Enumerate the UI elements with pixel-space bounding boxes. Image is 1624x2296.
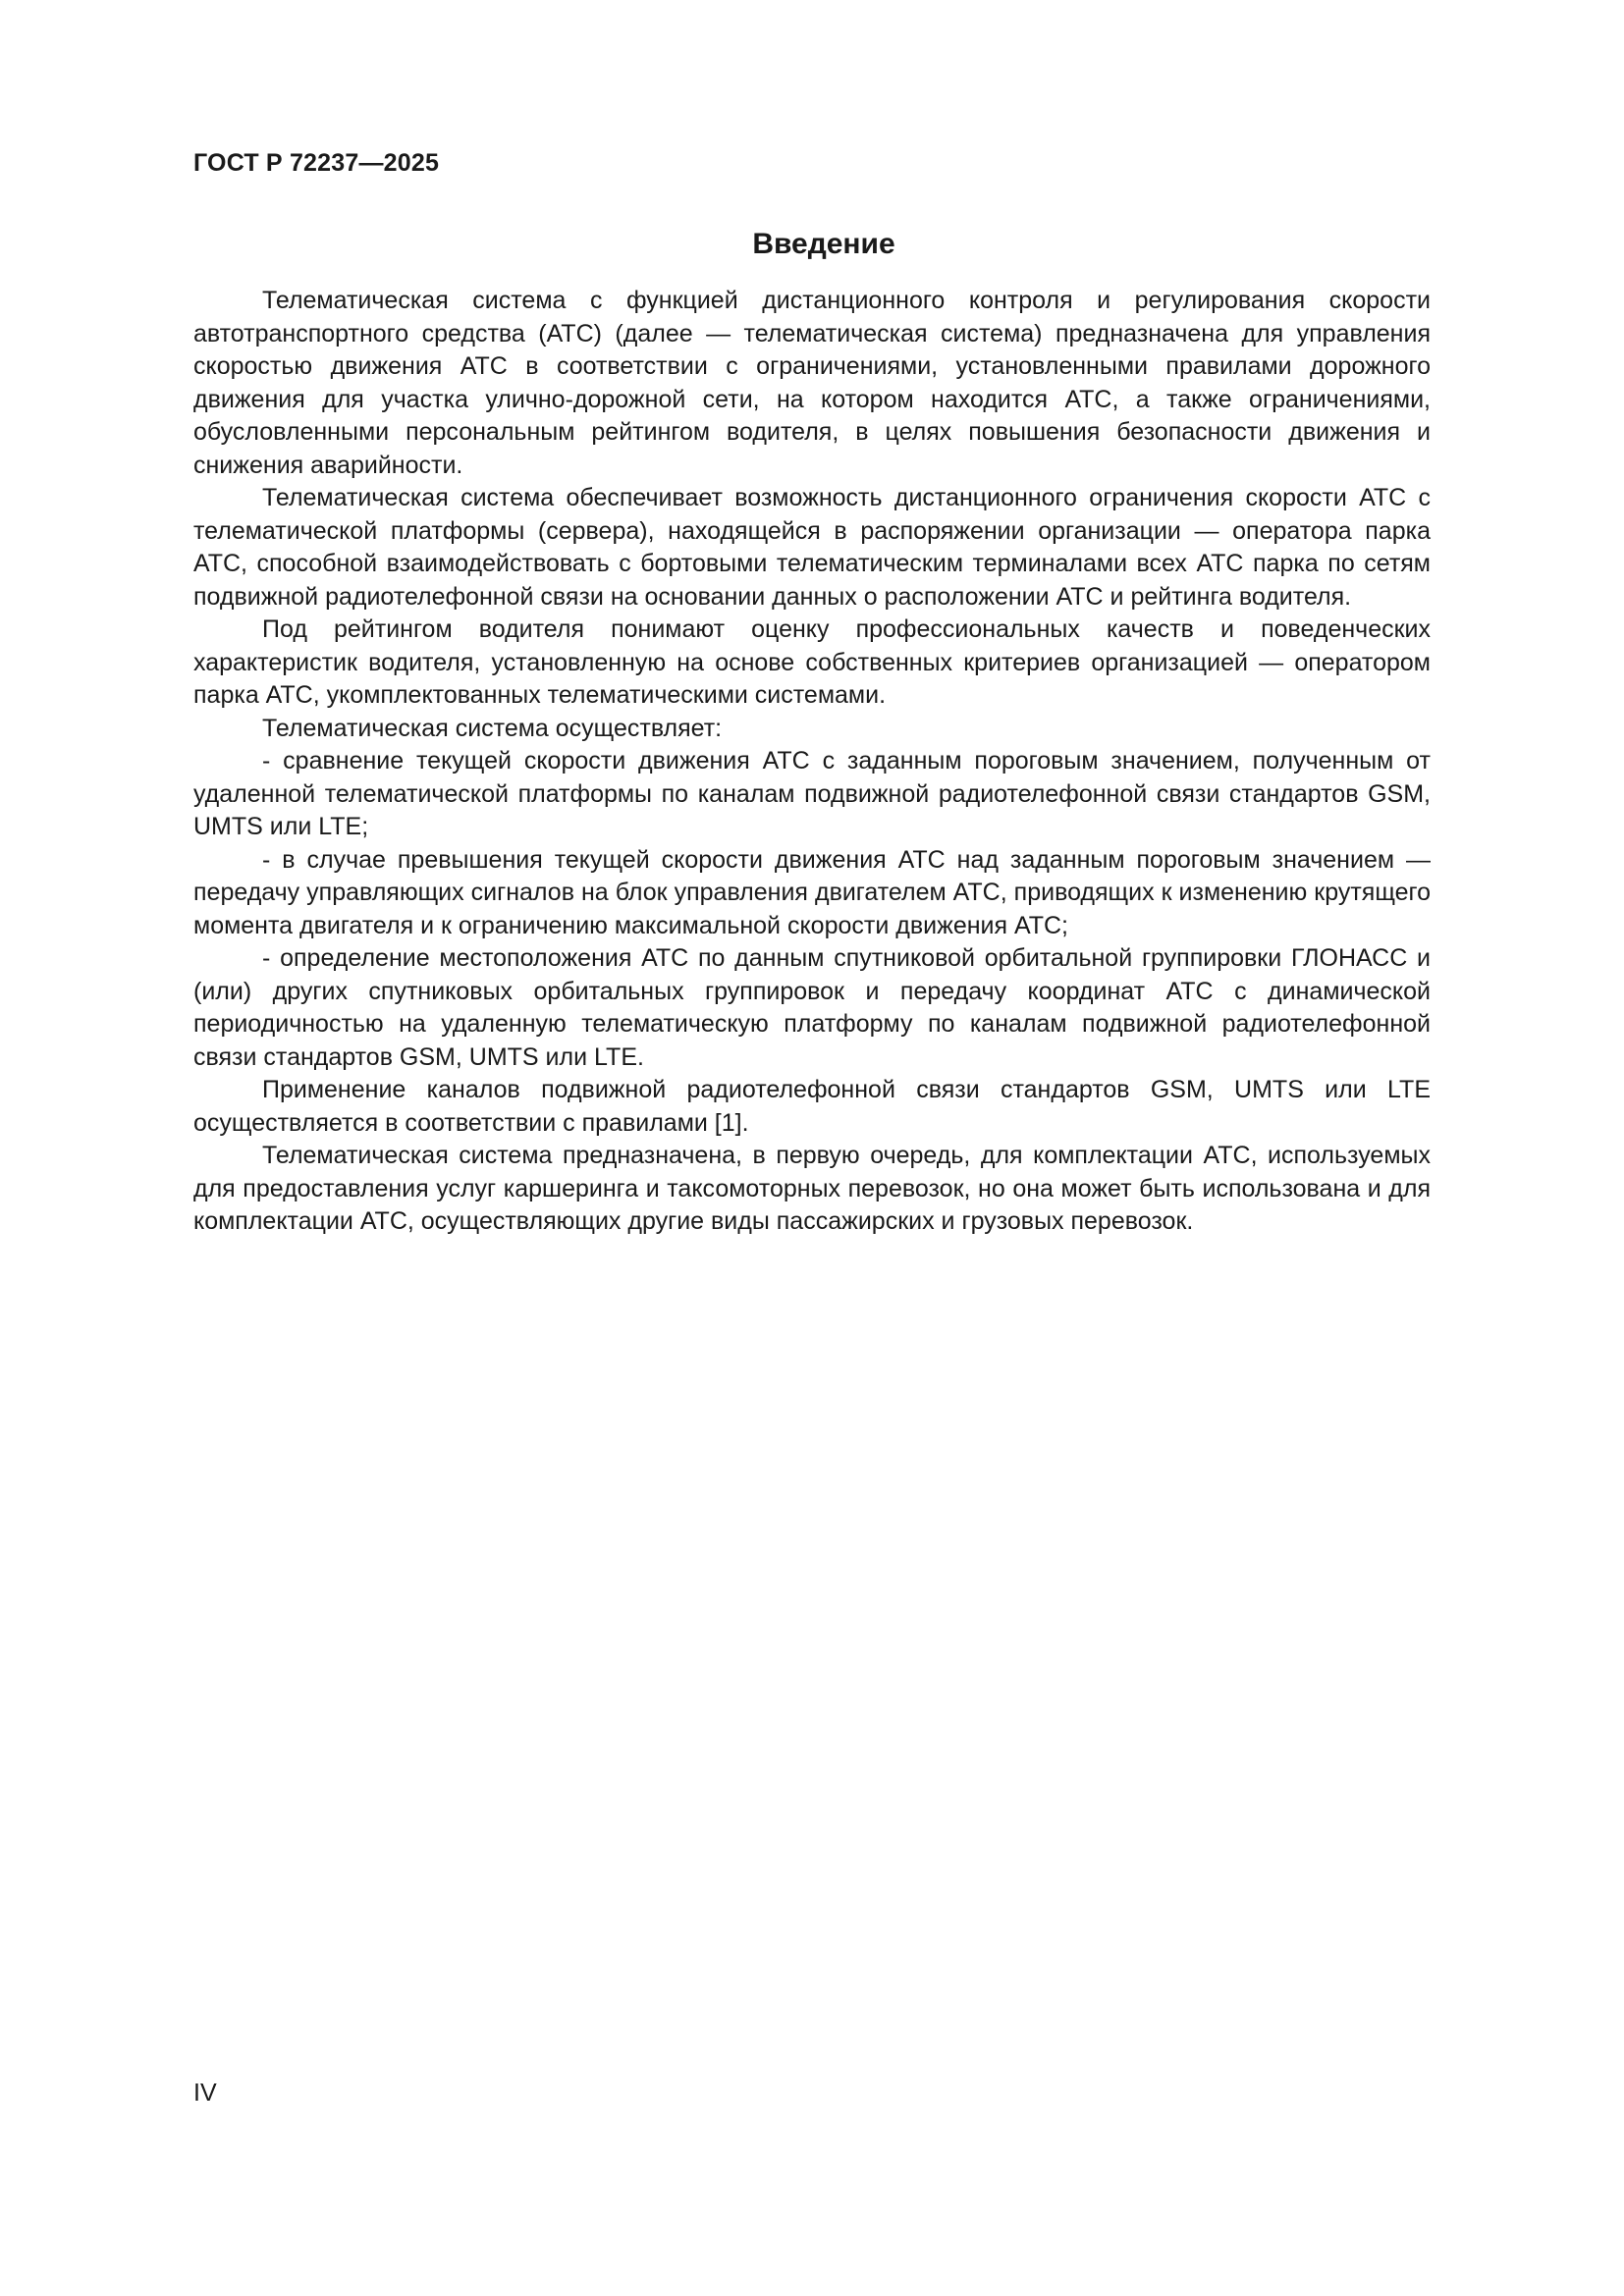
list-item: - в случае превышения текущей скорости движения АТС над заданным пороговым значением — передачу управляющих сигналов на блок управления двигателем АТС, приводящих к изменению крутящего момента двигателя и к ограничению максимальной скорости движения АТС; bbox=[193, 845, 1431, 939]
paragraph: Телематическая система с функцией дистанционного контроля и регулирования скорости автотранспортного средства (АТС) (далее — телематическая система) предназначена для управления скоростью движения АТС в соответствии с ограничениями, установленными правилами дорожного движения для участка улично-дорожной сети, на котором находится АТС, а также ограничениями, обусловленными персональным рейтингом водителя, в целях повышения безопасности движения и снижения аварийности. bbox=[193, 287, 1431, 479]
paragraph: Телематическая система обеспечивает возможность дистанционного ограничения скорости АТС с телематической платформы (сервера), находящейся в распоряжении организации — оператора парка АТС, способной взаимодействовать с бортовыми телематическим терминалами всех АТС парка по сетям подвижной радиотелефонной связи на основании данных о расположении АТС и рейтинга водителя. bbox=[193, 484, 1431, 611]
paragraph: Под рейтингом водителя понимают оценку профессиональных качеств и поведенческих характеристик водителя, установленную на основе собственных критериев организацией — оператором парка АТС, укомплектованных телематическими системами. bbox=[193, 615, 1431, 709]
list-item: - определение местоположения АТС по данным спутниковой орбитальной группировки ГЛОНАСС и (или) других спутниковых орбитальных группировок и передачу координат АТС с динамической периодичностью на удаленную телематическую платформу по каналам подвижной радиотелефонной связи стандартов GSM, UMTS или LTE. bbox=[193, 944, 1431, 1071]
paragraph: Телематическая система предназначена, в первую очередь, для комплектации АТС, используемых для предоставления услуг каршеринга и таксомоторных перевозок, но она может быть использована и для комплектации АТС, осуществляющих другие виды пассажирских и грузовых перевозок. bbox=[193, 1142, 1431, 1235]
section-title: Введение bbox=[752, 228, 895, 260]
page-number: IV bbox=[193, 2079, 217, 2107]
paragraph: Телематическая система осуществляет: bbox=[262, 714, 723, 742]
paragraph: Применение каналов подвижной радиотелефонной связи стандартов GSM, UMTS или LTE осуществляется в соответствии с правилами [1]. bbox=[193, 1076, 1431, 1137]
body-text bbox=[193, 285, 1431, 1239]
document-code: ГОСТ Р 72237—2025 bbox=[193, 149, 440, 177]
list-item: - сравнение текущей скорости движения АТС с заданным пороговым значением, полученным от удаленной телематической платформы по каналам подвижной радиотелефонной связи стандартов GSM, UMTS или LTE; bbox=[193, 747, 1431, 840]
